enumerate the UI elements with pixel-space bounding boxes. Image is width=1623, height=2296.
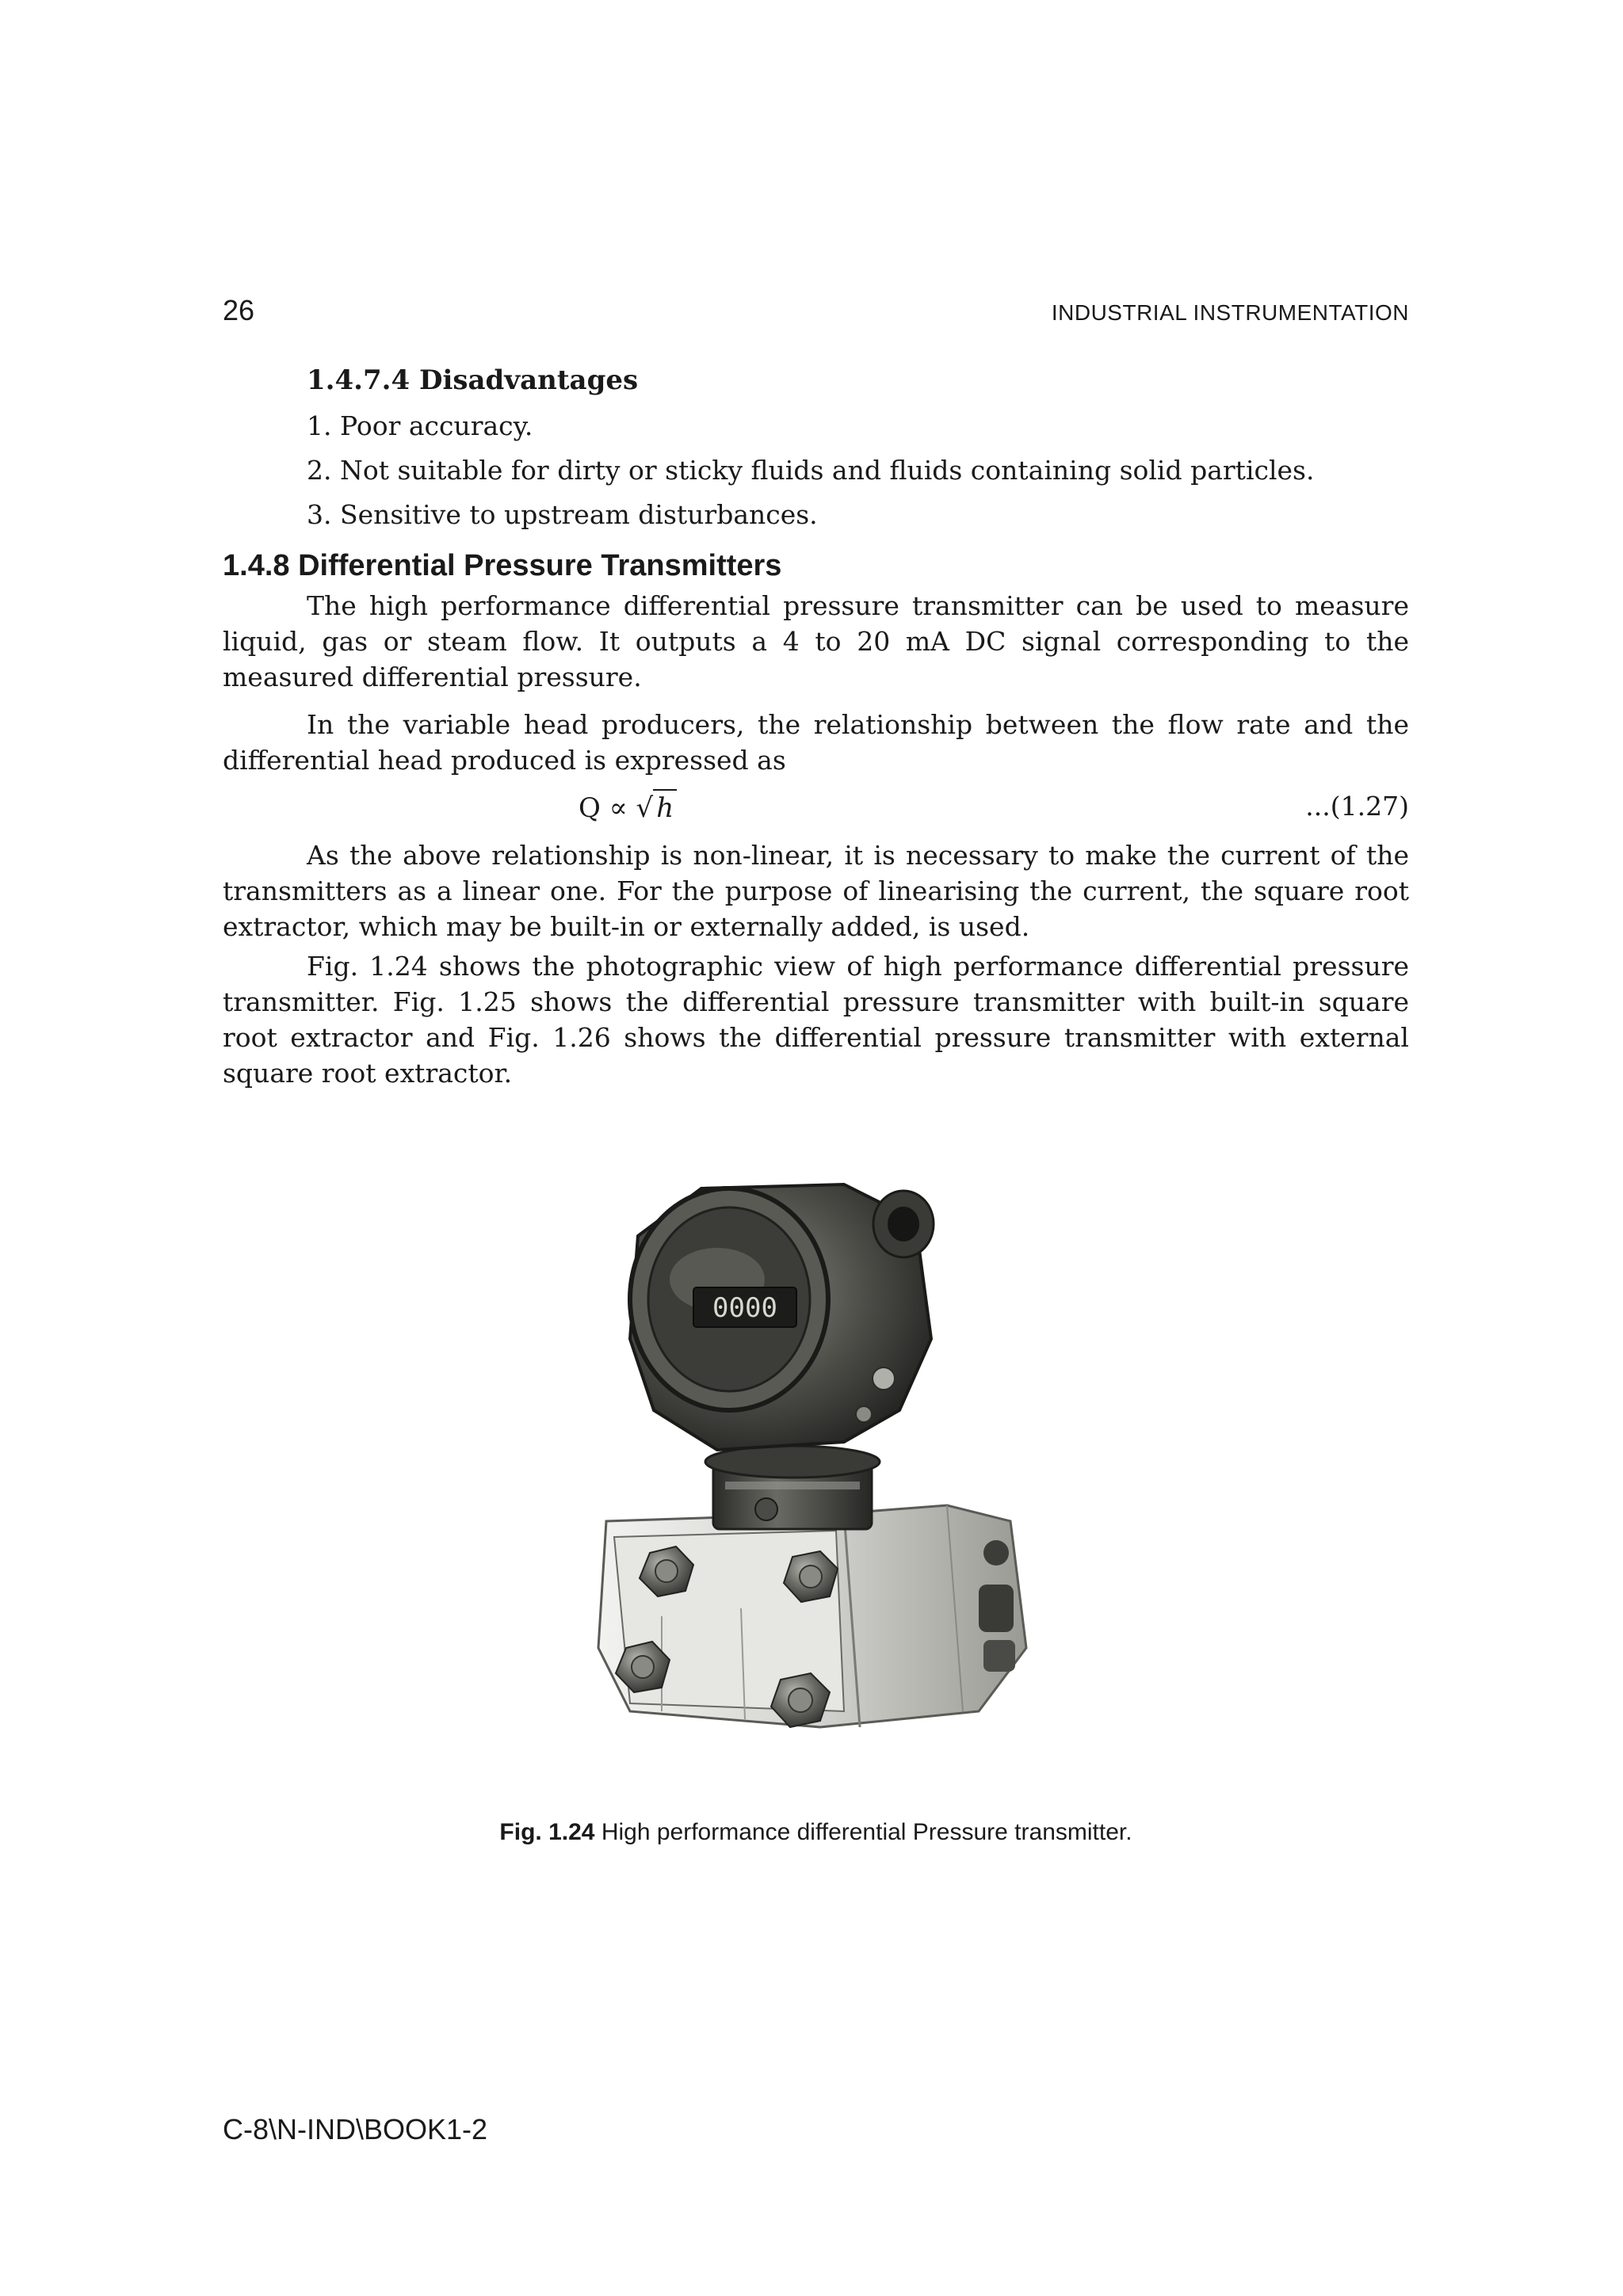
figure-caption-text: High performance differential Pressure transmitter. [601,1819,1132,1845]
disadvantages-heading: 1.4.7.4 Disadvantages [307,364,639,396]
display-readout: 0000 [712,1292,777,1324]
section-heading: 1.4.8 Differential Pressure Transmitters [223,549,782,582]
transmitter-illustration [582,1141,1042,1775]
page-number: 26 [223,294,255,326]
equation [579,789,677,826]
list-item: 3. Sensitive to upstream disturbances. [307,499,818,530]
proportional-symbol: ∝ [609,792,628,824]
disadvantages-list [307,404,1314,537]
paragraph: As the above relationship is non-linear, it is necessary to make the current of the transmitters as a linear one. For the purpose of linearising the current, the square root extractor, which may be built-in or externally added, is used. [223,840,1409,942]
running-title: INDUSTRIAL INSTRUMENTATION [1051,300,1409,325]
list-item: 2. Not suitable for dirty or sticky fluids and fluids containing solid particles. [307,455,1315,486]
equation-radicand: h [653,789,677,826]
paragraph: In the variable head producers, the relationship between the flow rate and the differential head produced is expressed as [223,709,1409,776]
equation-lhs: Q [579,792,601,824]
figure-label: Fig. 1.24 [499,1819,595,1845]
paragraph: The high performance differential pressure transmitter can be used to measure liquid, gas or steam flow. It outputs a 4 to 20 mA DC signal corresponding to the measured differential pressure. [223,590,1409,692]
figure-caption [223,1818,1409,1847]
footer-code: C-8\N-IND\BOOK1-2 [223,2113,488,2145]
equation-number: ...(1.27) [1305,791,1409,822]
paragraph: Fig. 1.24 shows the photographic view of high performance differential pressure transmitter. Fig. 1.25 shows the differential pressure transmitter with built-in square root extractor and Fig. 1.26 shows the differential pressure transmitter with external square root extractor. [223,951,1409,1089]
list-item: 1. Poor accuracy. [307,410,533,441]
transmitter-photo [582,1141,1042,1775]
radical-sign: √ [636,792,654,824]
